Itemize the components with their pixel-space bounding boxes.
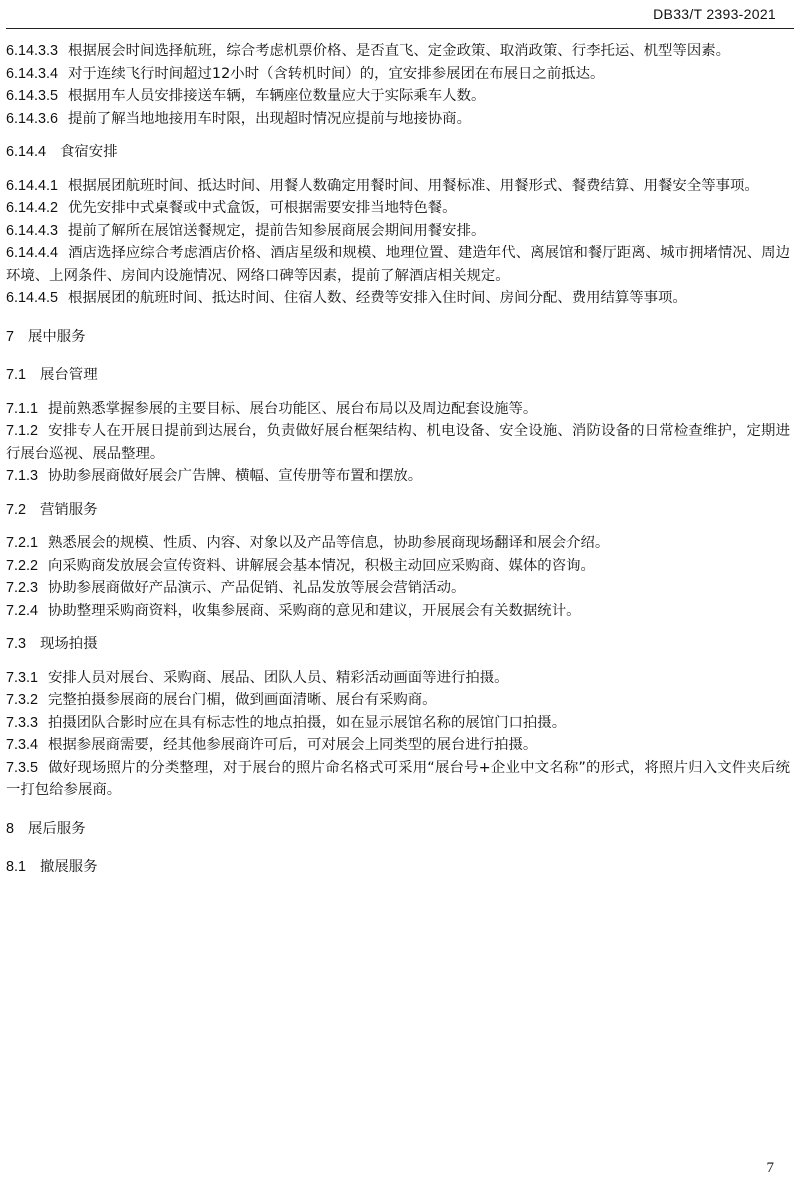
chapter-number: 7 [6, 328, 15, 345]
clause-text: 完整拍摄参展商的展台门楣，做到画面清晰、展台有采购商。 [48, 692, 437, 708]
clause-7-1-1 [6, 398, 790, 421]
clause-6-14-4-1 [6, 175, 790, 198]
clause-number: 7.2.2 [6, 557, 39, 574]
chapter-heading-8 [6, 818, 790, 841]
chapter-heading-7 [6, 326, 790, 349]
clause-6-14-4-3 [6, 220, 790, 243]
clause-text: 根据参展商需要，经其他参展商许可后，可对展会上同类型的展台进行拍摄。 [48, 737, 538, 753]
section-title: 撤展服务 [40, 859, 98, 875]
clause-text: 提前了解所在展馆送餐规定，提前告知参展商展会期间用餐安排。 [68, 222, 486, 239]
clause-number: 7.3.4 [6, 737, 39, 753]
clause-number: 6.14.3.4 [6, 65, 59, 82]
section-number: 7.2 [6, 501, 27, 518]
clause-text: 协助参展商做好展会广告牌、横幅、宣传册等布置和摆放。 [48, 468, 423, 484]
clause-number: 7.3.5 [6, 759, 39, 776]
section-number: 7.3 [6, 636, 27, 652]
section-title: 展台管理 [40, 367, 98, 383]
clause-number: 7.3.1 [6, 669, 39, 686]
clause-text: 根据展会时间选择航班，综合考虑机票价格、是否直飞、定金政策、取消政策、行李托运、机型等因素。 [68, 43, 730, 59]
clause-text: 对于连续飞行时间超过12小时（含转机时间）的，宜安排参展团在布展日之前抵达。 [68, 65, 605, 82]
clause-number: 6.14.3.6 [6, 110, 59, 127]
clause-6-14-3-3 [6, 40, 790, 63]
clause-text: 安排人员对展台、采购商、展品、团队人员、精彩活动画面等进行拍摄。 [48, 669, 509, 686]
clause-text: 根据展团航班时间、抵达时间、用餐人数确定用餐时间、用餐标准、用餐形式、餐费结算、用餐安全等事项。 [68, 177, 759, 194]
section-heading-7-1 [6, 364, 790, 387]
chapter-title: 展中服务 [28, 328, 86, 345]
clause-number: 7.1.2 [6, 423, 39, 439]
clause-number: 7.3.3 [6, 714, 39, 731]
clause-7-2-3 [6, 577, 790, 600]
clause-6-14-3-5 [6, 85, 790, 108]
clause-number: 6.14.4.5 [6, 290, 59, 306]
clause-number: 6.14.4.1 [6, 177, 59, 194]
clause-7-1-3 [6, 465, 790, 488]
clause-6-14-4-5 [6, 287, 790, 310]
clause-text: 提前熟悉掌握参展的主要目标、展台功能区、展台布局以及周边配套设施等。 [48, 400, 538, 417]
clause-7-2-2 [6, 555, 790, 578]
chapter-title: 展后服务 [28, 820, 86, 837]
chapter-number: 8 [6, 820, 15, 837]
section-number: 8.1 [6, 859, 27, 875]
section-heading-6-14-4 [6, 141, 790, 164]
page-number: 7 [766, 1160, 774, 1176]
clause-6-14-4-4 [6, 242, 790, 287]
clause-number: 6.14.4.4 [6, 245, 59, 261]
clause-text: 做好现场照片的分类整理，对于展台的照片命名格式可采用“展台号+企业中文名称”的形式，将照片归入文件夹后统一打包给参展商。 [6, 759, 790, 798]
clause-number: 7.3.2 [6, 692, 39, 708]
section-heading-7-2 [6, 499, 790, 522]
clause-text: 协助参展商做好产品演示、产品促销、礼品发放等展会营销活动。 [48, 580, 466, 596]
clause-number: 6.14.4.3 [6, 222, 59, 239]
clause-7-2-1 [6, 532, 790, 555]
section-number: 7.1 [6, 367, 27, 383]
section-number: 6.14.4 [6, 144, 47, 160]
clause-number: 6.14.4.2 [6, 200, 59, 216]
clause-6-14-3-6 [6, 108, 790, 131]
header-rule [6, 28, 794, 29]
clause-number: 7.2.1 [6, 535, 39, 551]
clause-text: 根据展团的航班时间、抵达时间、住宿人数、经费等安排入住时间、房间分配、费用结算等事项。 [68, 290, 687, 306]
document-code: DB33/T 2393-2021 [653, 6, 776, 22]
document-body [6, 40, 790, 879]
section-heading-8-1 [6, 856, 790, 879]
clause-text: 提前了解当地地接用车时限，出现超时情况应提前与地接协商。 [68, 110, 471, 127]
clause-number: 6.14.3.3 [6, 43, 59, 59]
clause-text: 根据用车人员安排接送车辆，车辆座位数量应大于实际乘车人数。 [68, 88, 486, 104]
clause-7-1-2 [6, 420, 790, 465]
clause-7-3-4 [6, 734, 790, 757]
clause-text: 协助整理采购商资料，收集参展商、采购商的意见和建议，开展展会有关数据统计。 [48, 602, 581, 619]
clause-number: 7.2.4 [6, 602, 39, 619]
clause-6-14-3-4 [6, 63, 790, 86]
clause-number: 7.2.3 [6, 580, 39, 596]
clause-7-3-1 [6, 667, 790, 690]
clause-number: 7.1.1 [6, 400, 39, 417]
section-title: 现场拍摄 [40, 636, 98, 652]
clause-7-3-2 [6, 689, 790, 712]
clause-7-3-5 [6, 757, 790, 802]
clause-7-2-4 [6, 600, 790, 623]
clause-text: 向采购商发放展会宣传资料、讲解展会基本情况，积极主动回应采购商、媒体的咨询。 [48, 557, 595, 574]
section-heading-7-3 [6, 633, 790, 656]
clause-number: 6.14.3.5 [6, 88, 59, 104]
clause-6-14-4-2 [6, 197, 790, 220]
clause-7-3-3 [6, 712, 790, 735]
section-title: 营销服务 [40, 501, 98, 518]
clause-number: 7.1.3 [6, 468, 39, 484]
section-title: 食宿安排 [60, 144, 118, 160]
clause-text: 拍摄团队合影时应在具有标志性的地点拍摄，如在显示展馆名称的展馆门口拍摄。 [48, 714, 567, 731]
clause-text: 熟悉展会的规模、性质、内容、对象以及产品等信息，协助参展商现场翻译和展会介绍。 [48, 535, 610, 551]
clause-text: 酒店选择应综合考虑酒店价格、酒店星级和规模、地理位置、建造年代、离展馆和餐厅距离、城市拥堵情况、周边环境、上网条件、房间内设施情况、网络口碑等因素，提前了解酒店相关规定。 [6, 245, 790, 284]
clause-text: 优先安排中式桌餐或中式盒饭，可根据需要安排当地特色餐。 [68, 200, 457, 216]
clause-text: 安排专人在开展日提前到达展台，负责做好展台框架结构、机电设备、安全设施、消防设备的日常检查维护，定期进行展台巡视、展品整理。 [6, 423, 790, 462]
